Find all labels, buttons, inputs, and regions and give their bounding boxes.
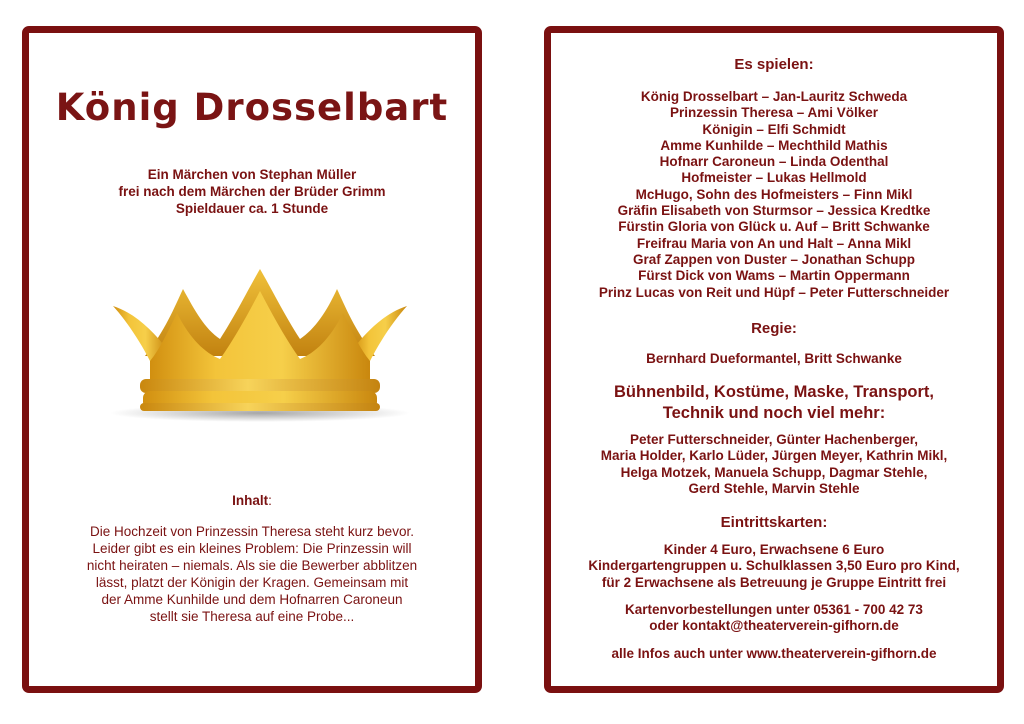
content-heading-colon: : [268,493,272,508]
summary-line: der Amme Kunhilde und dem Hofnarren Caroneun [101,592,403,607]
credits-panel [544,26,1004,693]
cast-entry: Freifrau Maria von An und Halt – Anna Mikl [636,235,912,251]
tickets-line: für 2 Erwachsene als Betreuung je Gruppe Eintritt frei [601,574,947,590]
cast-entry: McHugo, Sohn des Hofmeisters – Finn Mikl [635,186,913,202]
cast-entry: Hofmeister – Lukas Hellmold [681,170,867,186]
front-page-panel [22,26,482,693]
crew-heading [551,382,997,424]
cast-entry: Prinzessin Theresa – Ami Völker [669,105,879,121]
cast-entry: Hofnarr Caroneun – Linda Odenthal [659,154,889,170]
content-heading-label: Inhalt [232,493,269,508]
tickets-heading: Eintrittskarten: [720,514,828,531]
booking-line: oder kontakt@theaterverein-gifhorn.de [649,618,899,634]
cast-entry: König Drosselbart – Jan-Lauritz Schweda [640,89,908,104]
cast-entry: Amme Kunhilde – Mechthild Mathis [660,137,888,153]
booking-line: Kartenvorbestellungen unter 05361 - 700 42 73 [625,602,923,617]
crew-line: Helga Motzek, Manuela Schupp, Dagmar Stehle, [620,464,928,480]
crew-line: Gerd Stehle, Marvin Stehle [688,480,860,496]
summary-line: Leider gibt es ein kleines Problem: Die Prinzessin will [92,541,412,556]
cast-entry: Gräfin Elisabeth von Sturmsor – Jessica Kredtke [617,203,931,219]
cast-entry: Prinz Lucas von Reit und Hüpf – Peter Futterschneider [598,284,950,300]
director-names: Bernhard Dueformantel, Britt Schwanke [646,351,902,366]
booking-info [551,602,997,635]
crew-list [551,432,997,497]
page-title: König Drosselbart [55,86,449,129]
subtitle-line: frei nach dem Märchen der Brüder Grimm [118,184,386,199]
crew-heading-line: Technik und noch viel mehr: [662,404,886,422]
summary-line: lässt, platzt der Königin der Kragen. Gemeinsam mit [95,575,409,590]
subtitle-block [29,166,475,217]
summary-line: stellt sie Theresa auf eine Probe... [149,609,355,624]
content-summary [57,523,447,625]
cast-list [551,89,997,301]
summary-line: nicht heiraten – niemals. Als sie die Bewerber abblitzen [86,558,418,573]
content-heading [29,493,475,508]
cast-entry: Fürstin Gloria von Glück u. Auf – Britt Schwanke [618,219,930,235]
tickets-line: Kinder 4 Euro, Erwachsene 6 Euro [663,542,885,557]
tickets-info [551,542,997,591]
director-heading: Regie: [751,320,797,337]
cast-heading: Es spielen: [734,56,814,73]
crew-line: Peter Futterschneider, Günter Hachenberger, [629,432,919,447]
subtitle-line: Spieldauer ca. 1 Stunde [175,201,329,216]
cast-entry: Fürst Dick von Wams – Martin Oppermann [638,268,910,284]
crown-icon [105,261,415,431]
crew-heading-line: Bühnenbild, Kostüme, Maske, Transport, [614,383,934,401]
summary-line: Die Hochzeit von Prinzessin Theresa steht kurz bevor. [90,524,414,539]
crew-line: Maria Holder, Karlo Lüder, Jürgen Meyer, Kathrin Mikl, [600,448,948,464]
tickets-line: Kindergartengruppen u. Schulklassen 3,50 Euro pro Kind, [588,558,960,574]
cast-entry: Königin – Elfi Schmidt [702,121,846,137]
website-info: alle Infos auch unter www.theaterverein-gifhorn.de [611,646,937,661]
subtitle-line: Ein Märchen von Stephan Müller [147,167,357,182]
cast-entry: Graf Zappen von Duster – Jonathan Schupp [632,251,916,267]
